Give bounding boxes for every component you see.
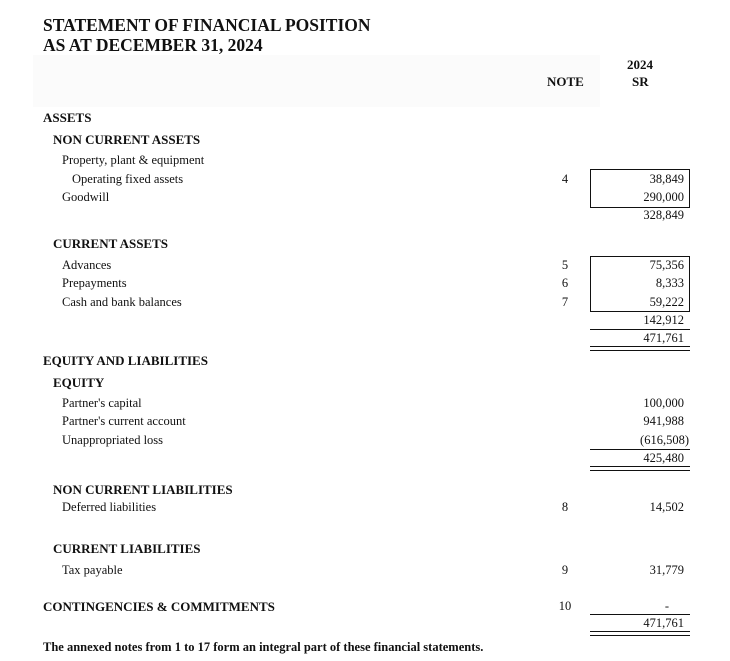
- non-current-assets-box: [590, 169, 690, 208]
- line-item-amount: 59,222: [649, 295, 684, 309]
- equity-subtotal-rule: [590, 449, 690, 450]
- total-assets-double-rule: [590, 346, 690, 351]
- line-item-label: Prepayments: [62, 276, 127, 290]
- equity-liabilities-heading: EQUITY AND LIABILITIES: [43, 353, 208, 368]
- current-assets-subtotal: 142,912: [643, 313, 684, 327]
- line-item-amount: 75,356: [649, 258, 684, 272]
- line-item-label: Tax payable: [62, 563, 123, 577]
- line-item-label: Partner's current account: [62, 414, 186, 428]
- current-assets-heading: CURRENT ASSETS: [53, 236, 169, 251]
- equity-subtotal: 425,480: [643, 451, 684, 465]
- line-item-note: 8: [561, 500, 569, 514]
- line-item-amount: 38,849: [649, 172, 684, 186]
- line-item-label: Cash and bank balances: [62, 295, 182, 309]
- current-assets-box: [590, 256, 690, 312]
- footer-note: The annexed notes from 1 to 17 form an integral part of these financial statements.: [43, 640, 484, 654]
- line-item-label: Unappropriated loss: [62, 433, 164, 447]
- line-item-amount: 8,333: [655, 276, 684, 290]
- line-item-amount: 290,000: [643, 190, 684, 204]
- statement-date: AS AT DECEMBER 31, 2024: [43, 35, 263, 55]
- total-assets: 471,761: [643, 331, 684, 345]
- line-item-note: 4: [561, 172, 569, 186]
- line-item-amount: 100,000: [643, 396, 684, 410]
- non-current-assets-subtotal: 328,849: [643, 208, 684, 222]
- total-equity-liabilities: 471,761: [643, 616, 684, 630]
- non-current-assets-heading: NON CURRENT ASSETS: [53, 132, 201, 147]
- year-column-header: 2024: [627, 57, 653, 72]
- assets-heading: ASSETS: [43, 110, 92, 125]
- statement-title: STATEMENT OF FINANCIAL POSITION: [43, 15, 371, 35]
- line-item-note: 6: [561, 276, 569, 290]
- ppe-label: Property, plant & equipment: [62, 153, 205, 167]
- line-item-label: Operating fixed assets: [72, 172, 184, 186]
- currency-column-header: SR: [632, 74, 649, 89]
- line-item-label: Advances: [62, 258, 112, 272]
- note-column-header: NOTE: [547, 74, 584, 89]
- line-item-label: Deferred liabilities: [62, 500, 157, 514]
- line-item-note: 9: [561, 563, 569, 577]
- line-item-amount: (616,508): [640, 433, 689, 447]
- line-item-amount: 14,502: [649, 500, 684, 514]
- line-item-note: 5: [561, 258, 569, 272]
- line-item-amount: 31,779: [649, 563, 684, 577]
- line-item-amount: 941,988: [643, 414, 684, 428]
- line-item-label: Goodwill: [62, 190, 110, 204]
- equity-double-rule: [590, 466, 690, 471]
- line-item-label: Partner's capital: [62, 396, 142, 410]
- equity-heading: EQUITY: [53, 375, 105, 390]
- contingencies-note: 10: [558, 599, 572, 613]
- line-item-note: 7: [561, 295, 569, 309]
- header-band: [33, 55, 600, 107]
- total-equity-liabilities-double-rule: [590, 631, 690, 636]
- non-current-liabilities-heading: NON CURRENT LIABILITIES: [53, 482, 233, 497]
- contingencies-amount: -: [664, 599, 669, 613]
- total-equity-liabilities-rule: [590, 614, 690, 615]
- current-liabilities-heading: CURRENT LIABILITIES: [53, 541, 201, 556]
- contingencies-heading: CONTINGENCIES & COMMITMENTS: [43, 599, 275, 614]
- total-assets-rule: [590, 329, 690, 330]
